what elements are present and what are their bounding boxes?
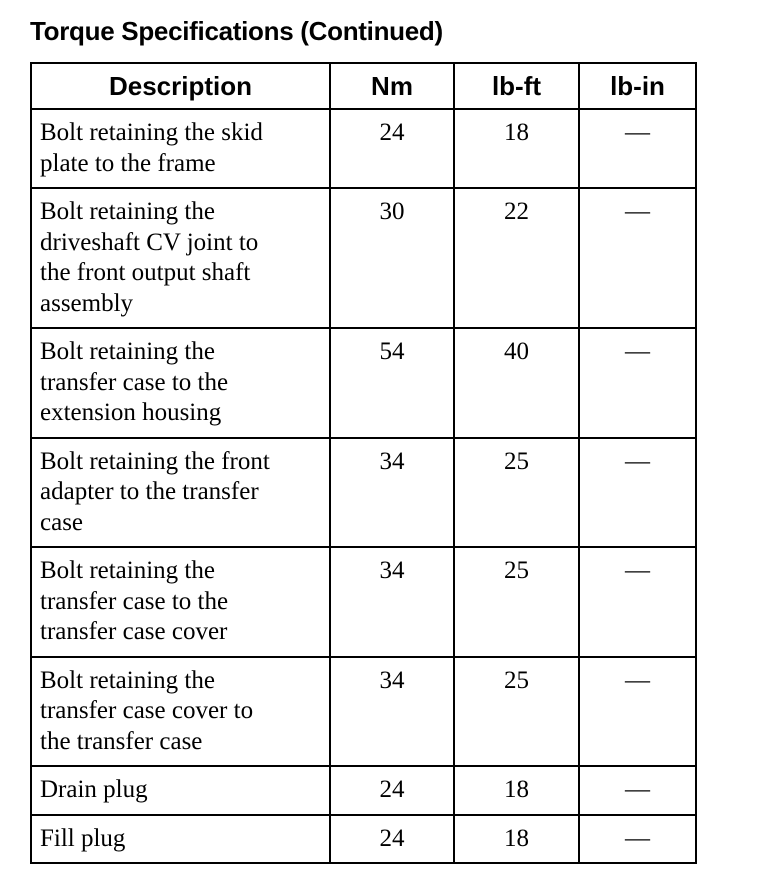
row-lbin-value: — [579, 188, 696, 328]
table-row [31, 815, 696, 864]
row-description: Bolt retaining the front adapter to the transfer case [31, 438, 330, 548]
table-row [31, 328, 696, 438]
row-description: Drain plug [31, 766, 330, 815]
row-lbin-value: — [579, 547, 696, 657]
row-nm-value: 24 [330, 766, 454, 815]
table-row [31, 766, 696, 815]
row-nm-value: 54 [330, 328, 454, 438]
row-lbin-value: — [579, 657, 696, 767]
row-lbft-value: 40 [454, 328, 579, 438]
row-lbft-value: 18 [454, 815, 579, 864]
table-row [31, 109, 696, 188]
row-nm-value: 34 [330, 547, 454, 657]
row-lbft-value: 25 [454, 438, 579, 548]
table-row [31, 547, 696, 657]
row-nm-value: 24 [330, 815, 454, 864]
table-row [31, 188, 696, 328]
column-header-lbft: lb-ft [454, 63, 579, 109]
row-lbin-value: — [579, 328, 696, 438]
row-description: Bolt retaining the driveshaft CV joint to the front output shaft assembly [31, 188, 330, 328]
row-nm-value: 30 [330, 188, 454, 328]
row-description: Bolt retaining the transfer case to the extension housing [31, 328, 330, 438]
torque-spec-table [30, 62, 697, 864]
column-header-nm: Nm [330, 63, 454, 109]
row-lbin-value: — [579, 109, 696, 188]
row-lbft-value: 25 [454, 547, 579, 657]
row-description: Fill plug [31, 815, 330, 864]
row-lbft-value: 18 [454, 766, 579, 815]
row-description: Bolt retaining the transfer case to the transfer case cover [31, 547, 330, 657]
table-row [31, 657, 696, 767]
row-nm-value: 34 [330, 438, 454, 548]
row-lbin-value: — [579, 438, 696, 548]
row-lbft-value: 18 [454, 109, 579, 188]
row-lbft-value: 22 [454, 188, 579, 328]
row-nm-value: 24 [330, 109, 454, 188]
table-header-row [31, 63, 696, 109]
column-header-description: Description [31, 63, 330, 109]
page-title: Torque Specifications (Continued) [30, 16, 443, 46]
row-lbft-value: 25 [454, 657, 579, 767]
table-row [31, 438, 696, 548]
row-description: Bolt retaining the transfer case cover to the transfer case [31, 657, 330, 767]
row-nm-value: 34 [330, 657, 454, 767]
row-description: Bolt retaining the skid plate to the frame [31, 109, 330, 188]
row-lbin-value: — [579, 766, 696, 815]
row-lbin-value: — [579, 815, 696, 864]
column-header-lbin: lb-in [579, 63, 696, 109]
